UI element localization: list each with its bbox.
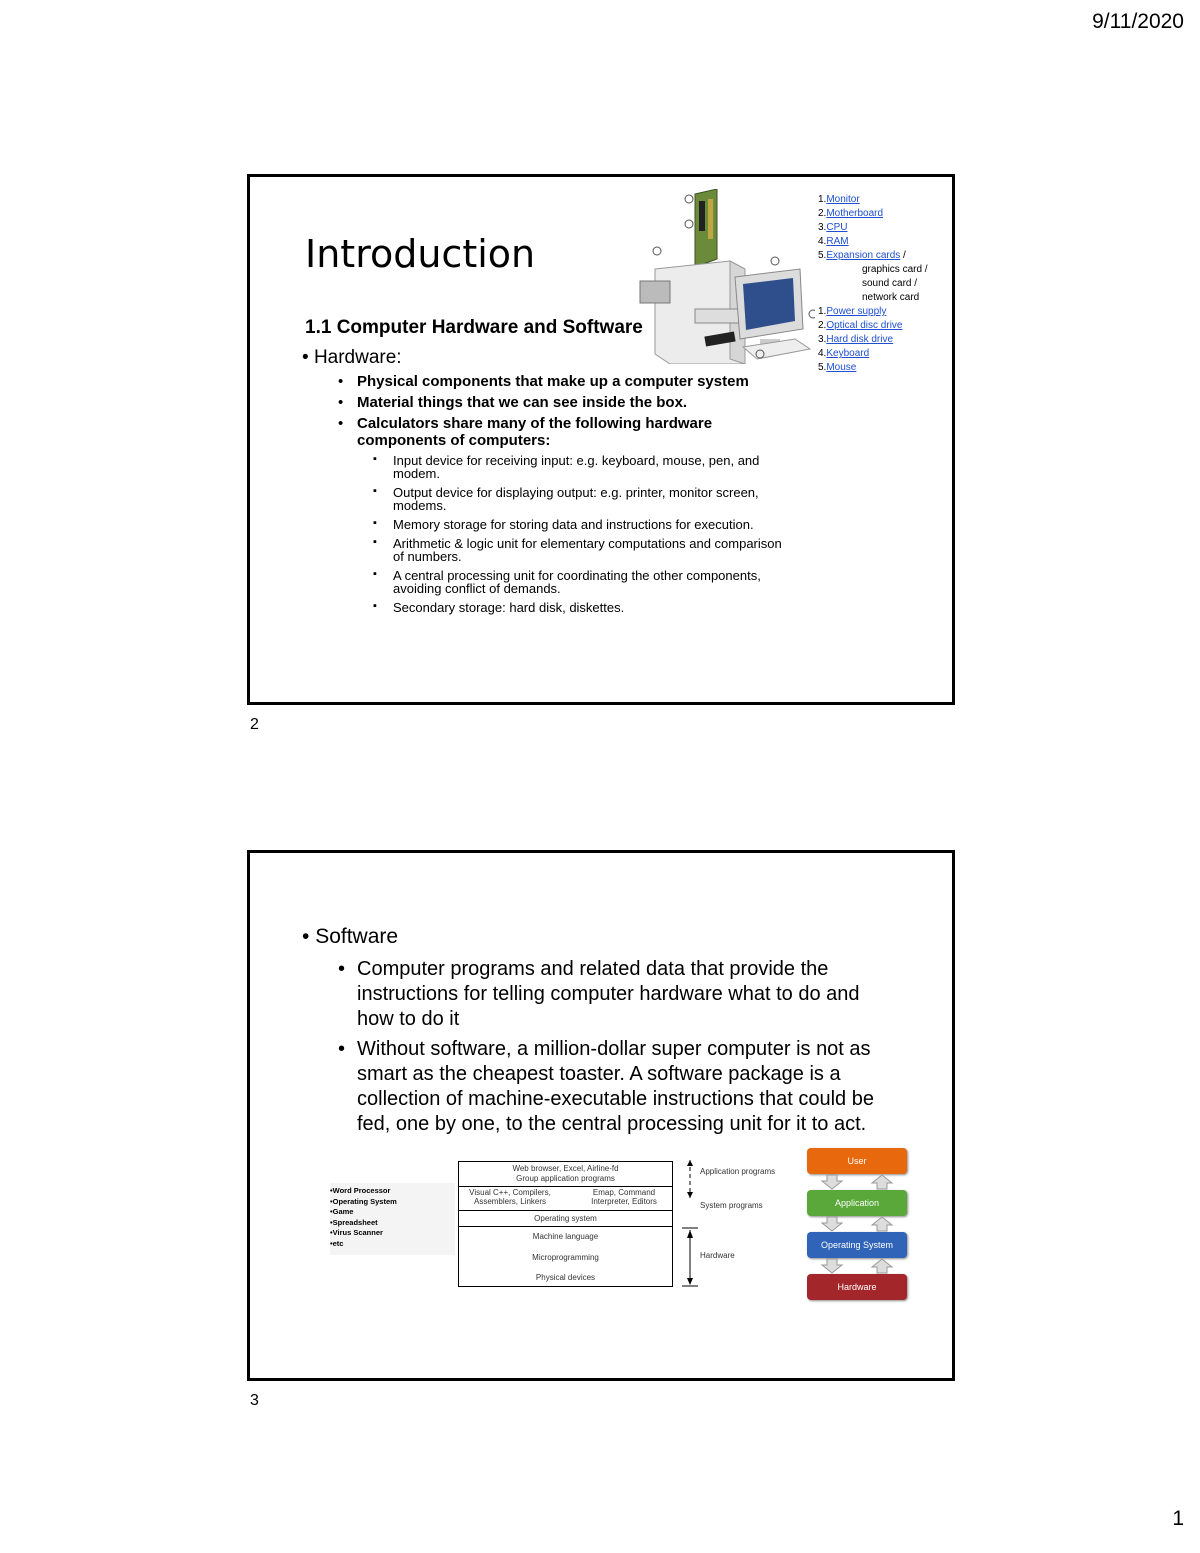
legend-link[interactable]: Optical disc drive <box>826 320 903 331</box>
layer-label: Assemblers, Linkers <box>473 1197 547 1206</box>
legend-item[interactable] <box>818 221 928 235</box>
layer-label: Physical devices <box>535 1273 596 1282</box>
layer-label: Web browser, Excel, Airline-fd <box>512 1164 619 1173</box>
slide-title: Introduction <box>305 232 536 276</box>
layer-label: Operating system <box>534 1214 597 1223</box>
layer-label: Microprogramming <box>532 1253 599 1262</box>
list-item: •etc <box>330 1238 344 1248</box>
legend-number: 3. <box>818 222 827 233</box>
software-bullet-text: Software <box>315 925 399 948</box>
legend-item[interactable] <box>818 249 928 263</box>
legend-number: 5. <box>818 250 827 261</box>
legend-link[interactable]: Hard disk drive <box>826 334 894 345</box>
legend-number: 4. <box>818 236 827 247</box>
legend-number: 2. <box>818 208 827 219</box>
list-item: ▪ Output device for displaying output: e.g. printer, monitor screen, modems. <box>373 486 793 512</box>
legend-number: 1. <box>818 194 827 205</box>
legend-link[interactable]: Mouse <box>826 362 857 373</box>
legend-link[interactable]: CPU <box>826 222 848 233</box>
layer-label: Visual C++, Compilers, <box>469 1188 551 1197</box>
layer-group-label: Application programs <box>700 1167 776 1176</box>
list-item: ▪ Secondary storage: hard disk, diskettes. <box>373 601 793 614</box>
list-item: • Material things that we can see inside the box. <box>338 394 788 411</box>
legend-link[interactable]: Keyboard <box>826 348 870 359</box>
legend-number: 3. <box>818 334 827 345</box>
list-item: • Computer programs and related data that provide the instructions for telling computer hardware what to do and how to do it <box>338 957 898 1032</box>
legend-item[interactable] <box>818 193 928 207</box>
stack-layer-user: User <box>807 1148 907 1174</box>
legend-item[interactable] <box>818 319 928 333</box>
stack-layer-hardware: Hardware <box>807 1274 907 1300</box>
legend-subitem: network card <box>862 292 920 303</box>
layer-label: Machine language <box>532 1232 599 1241</box>
legend-item[interactable] <box>818 305 928 319</box>
list-item: • Calculators share many of the following hardware components of computers: <box>338 415 788 449</box>
list-item: ▪ Arithmetic & logic unit for elementary computations and comparison of numbers. <box>373 537 793 563</box>
software-points <box>338 957 898 1142</box>
legend-link[interactable]: Power supply <box>826 306 887 317</box>
list-item: •Virus Scanner <box>330 1228 383 1237</box>
software-layers-diagram <box>458 1161 673 1287</box>
legend-item[interactable] <box>818 333 928 347</box>
list-item: ▪ A central processing unit for coordinating the other components, avoiding conflict of demands. <box>373 569 793 595</box>
page-number: 1 <box>1172 1507 1184 1530</box>
layer-label: Emap, Command <box>592 1188 656 1197</box>
legend-item[interactable] <box>818 361 928 375</box>
list-item: • Without software, a million-dollar super computer is not as smart as the cheapest toaster. A software package is a collection of machine-executable instructions that could be fed, one by one, to the central processing unit for it to act. <box>338 1037 898 1137</box>
legend-link[interactable]: Expansion cards <box>826 250 901 261</box>
stack-layer-operating-system: Operating System <box>807 1232 907 1258</box>
stack-layer-application: Application <box>807 1190 907 1216</box>
section-heading: 1.1 Computer Hardware and Software <box>305 317 643 338</box>
legend-subitem: sound card / <box>862 278 918 289</box>
legend-number: 5. <box>818 362 827 373</box>
list-item: ▪ Memory storage for storing data and instructions for execution. <box>373 518 793 531</box>
slide-introduction <box>247 174 955 705</box>
legend-item[interactable] <box>818 347 928 361</box>
computer-hardware-illustration <box>635 189 815 364</box>
header-date: 9/11/2020 <box>1092 10 1184 33</box>
list-item: •Spreadsheet <box>330 1217 378 1227</box>
hardware-legend <box>818 193 928 375</box>
legend-link[interactable]: Monitor <box>826 194 860 205</box>
legend-number: 1. <box>818 306 827 317</box>
list-item: •Game <box>330 1207 354 1216</box>
slide-software <box>247 850 955 1381</box>
legend-subitem: graphics card / <box>862 264 928 275</box>
list-item: •Word Processor <box>330 1186 391 1195</box>
legend-link[interactable]: Motherboard <box>826 208 884 219</box>
layer-label: Interpreter, Editors <box>591 1197 657 1206</box>
legend-item[interactable] <box>818 207 928 221</box>
legend-number: 4. <box>818 348 827 359</box>
list-item: • Physical components that make up a computer system <box>338 373 788 390</box>
hardware-bullet: • Hardware: <box>302 347 402 368</box>
layer-group-label: System programs <box>700 1201 763 1210</box>
slide-number: 3 <box>250 1392 259 1409</box>
hardware-bullet-text: Hardware: <box>313 347 402 368</box>
legend-link[interactable]: RAM <box>826 236 849 247</box>
list-item: •Operating System <box>330 1196 397 1206</box>
legend-item[interactable] <box>818 235 928 249</box>
layer-group-label: Hardware <box>700 1251 735 1260</box>
hardware-points <box>338 373 788 453</box>
legend-suffix: / <box>900 250 906 261</box>
software-examples-list <box>330 1183 455 1255</box>
slide-number: 2 <box>250 716 259 733</box>
legend-number: 2. <box>818 320 827 331</box>
stack-arrows <box>807 1148 910 1303</box>
software-bullet: • Software <box>302 925 399 948</box>
layer-label: Group application programs <box>516 1174 615 1183</box>
list-item: ▪ Input device for receiving input: e.g. keyboard, mouse, pen, and modem. <box>373 454 793 480</box>
bracket-arrows <box>680 1158 700 1288</box>
hardware-subpoints <box>373 454 793 620</box>
